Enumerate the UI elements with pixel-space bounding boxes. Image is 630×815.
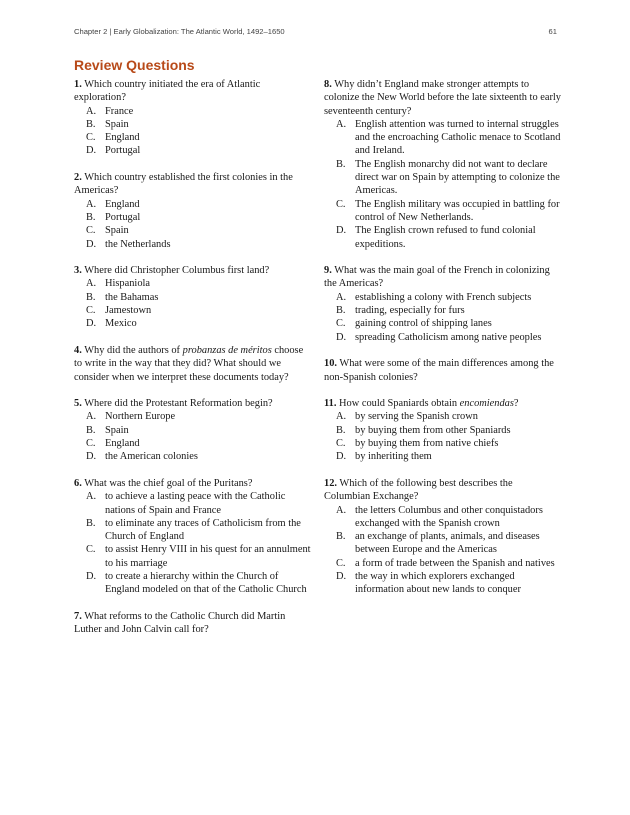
question-text: Where did Christopher Columbus first land?	[84, 265, 270, 277]
question-10	[324, 357, 561, 384]
option: A. by serving the Spanish crown	[336, 411, 478, 423]
option-list	[74, 490, 311, 596]
question-text: What reforms to the Catholic Church did Martin Luther and John Calvin call for?	[74, 610, 286, 636]
question-1	[74, 78, 311, 158]
chapter-title: Chapter 2 | Early Globalization: The Atlantic World, 1492–1650	[74, 27, 285, 36]
question-7	[74, 610, 311, 637]
option: B. The English monarchy did not want to declare direct war on Spain by attempting to colonize the Americas.	[336, 158, 560, 197]
question-text: What was the main goal of the French in colonizing the Americas?	[324, 265, 550, 290]
option: C. England	[86, 438, 140, 450]
option: D. the Netherlands	[86, 238, 171, 250]
left-column	[74, 78, 311, 650]
right-column	[324, 78, 561, 610]
option: C. gaining control of shipping lanes	[336, 318, 492, 330]
question-9	[324, 264, 561, 344]
question-number: 11.	[324, 398, 337, 410]
option: D. spreading Catholicism among native peoples	[336, 331, 542, 343]
option: A. England	[86, 198, 140, 210]
option: D. Mexico	[86, 318, 137, 330]
question-text: What were some of the main differences among the non-Spanish colonies?	[324, 358, 554, 383]
question-text-continued: choose to write in the way that they did? What should we consider when we interpret these documents today?	[74, 344, 304, 383]
option: B. by buying them from other Spaniards	[336, 424, 511, 436]
option-list	[324, 291, 561, 344]
option: B. the Bahamas	[86, 291, 159, 303]
question-number: 10.	[324, 358, 337, 370]
option-list	[74, 277, 311, 330]
question-text: Which of the following best describes the Columbian Exchange?	[324, 477, 513, 503]
option: D. the American colonies	[86, 451, 198, 463]
option-list	[324, 410, 561, 463]
option: C. The English military was occupied in battling for control of New Netherlands.	[336, 198, 560, 223]
section-title: Review Questions	[74, 57, 195, 73]
question-4	[74, 344, 311, 384]
option: A. France	[86, 105, 134, 117]
question-text: Where did the Protestant Reformation begin?	[84, 398, 273, 410]
question-12	[324, 477, 561, 597]
option: B. Portugal	[86, 211, 141, 223]
question-number: 6.	[74, 477, 82, 489]
option-list	[324, 118, 561, 251]
option: C. Spain	[86, 225, 129, 237]
option: B. an exchange of plants, animals, and diseases between Europe and the Americas	[336, 531, 540, 556]
option: A. Hispaniola	[86, 278, 151, 290]
option: A. establishing a colony with French subjects	[336, 291, 532, 303]
question-italic-term: encomiendas	[459, 398, 514, 410]
question-number: 12.	[324, 477, 337, 489]
question-number: 8.	[324, 79, 332, 90]
question-number: 5.	[74, 398, 82, 410]
option: C. to assist Henry VIII in his quest for an annulment to his marriage	[86, 544, 311, 569]
question-text: What was the chief goal of the Puritans?	[84, 477, 253, 489]
question-6	[74, 477, 311, 597]
option: D. by inheriting them	[336, 451, 432, 463]
option-list	[74, 105, 311, 158]
option: B. Spain	[86, 424, 129, 436]
option: D. Portugal	[86, 145, 141, 157]
option: C. a form of trade between the Spanish and natives	[336, 557, 555, 569]
question-number: 3.	[74, 265, 82, 277]
running-header	[74, 27, 557, 39]
option: C. Jamestown	[86, 305, 152, 317]
question-text: Why didn’t England make stronger attempts to colonize the New World before the late sixteenth to early seventeenth century?	[324, 79, 561, 117]
option: A. the letters Columbus and other conquistadors exchanged with the Spanish crown	[336, 504, 543, 529]
option: B. trading, especially for furs	[336, 305, 465, 317]
option: C. England	[86, 132, 140, 144]
option: D. to create a hierarchy within the Church of England modeled on that of the Catholic Church	[86, 570, 307, 596]
question-text: How could Spaniards obtain	[339, 398, 458, 410]
option: A. English attention was turned to internal struggles and the encroaching Catholic menace to Scotland and Ireland.	[336, 118, 561, 157]
option-list	[74, 410, 311, 463]
option: D. The English crown refused to fund colonial expeditions.	[336, 225, 536, 250]
question-text: Why did the authors of	[84, 344, 181, 356]
question-2	[74, 171, 311, 251]
question-11	[324, 397, 561, 463]
question-number: 7.	[74, 610, 82, 622]
option-list	[74, 198, 311, 251]
question-8	[324, 78, 561, 251]
question-text: Which country established the first colonies in the Americas?	[74, 172, 293, 197]
option-list	[324, 504, 561, 597]
option: C. by buying them from native chiefs	[336, 438, 499, 450]
page-number: 61	[548, 27, 557, 36]
question-text-continued: ?	[513, 398, 519, 410]
option: A. Northern Europe	[86, 411, 176, 423]
question-3	[74, 264, 311, 330]
question-number: 2.	[74, 172, 82, 184]
question-text: Which country initiated the era of Atlantic exploration?	[74, 79, 261, 104]
question-number: 1.	[74, 79, 82, 90]
question-number: 9.	[324, 265, 332, 277]
question-number: 4.	[74, 344, 82, 356]
option: D. the way in which explorers exchanged information about new lands to conquer	[336, 570, 521, 596]
option: B. Spain	[86, 118, 129, 130]
option: B. to eliminate any traces of Catholicism from the Church of England	[86, 517, 301, 543]
question-italic-term: probanzas de méritos	[182, 344, 272, 356]
option: A. to achieve a lasting peace with the Catholic nations of Spain and France	[86, 491, 286, 516]
question-5	[74, 397, 311, 463]
